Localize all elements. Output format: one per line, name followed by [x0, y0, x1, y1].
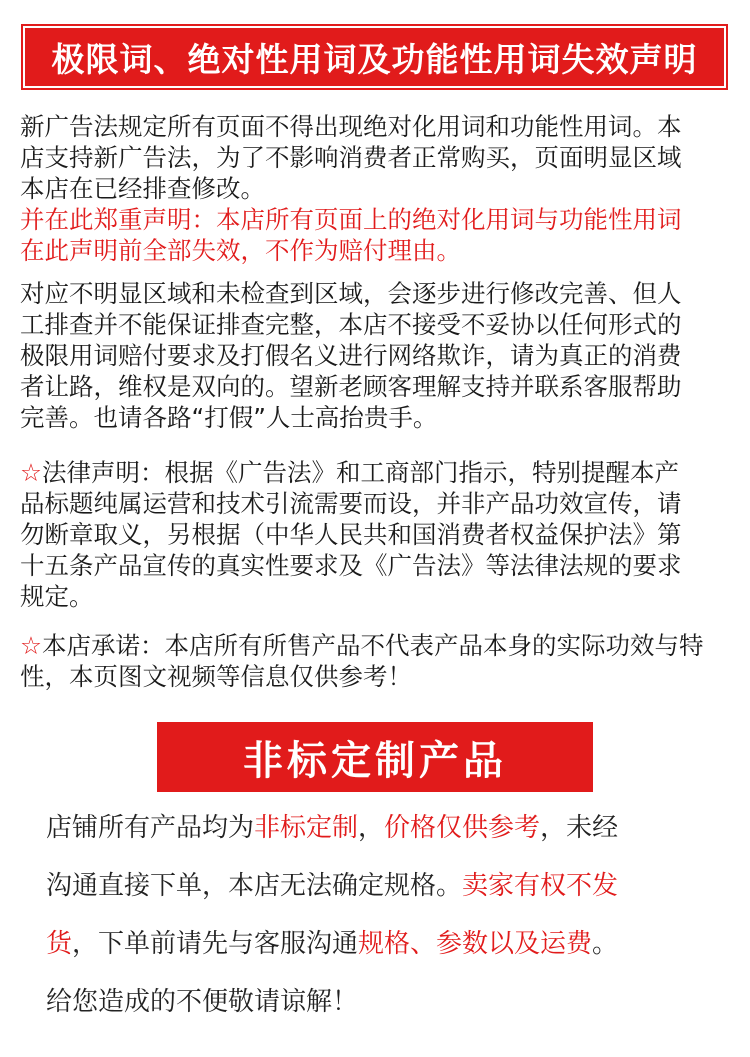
legal-line — [20, 457, 750, 488]
notice-highlight: 卖家有权不发 — [462, 871, 619, 901]
correction-line: 极限用词赔付要求及打假名义进行网络欺诈，请为真正的消费 — [20, 341, 682, 370]
notice-highlight: 非标定制 — [254, 813, 359, 843]
promise-line: 性，本页图文视频等信息仅供参考！ — [20, 662, 412, 691]
notice-text: ， — [358, 813, 385, 843]
correction-line: 工排查并不能保证排查完整，本店不接受不妥协以任何形式的 — [20, 310, 682, 339]
notice-line — [46, 915, 736, 973]
notice-text: 。 — [592, 929, 619, 959]
notice-text: ，下单前请先与客服沟通 — [72, 929, 359, 959]
correction-line: 完善。也请各路“打假”人士高抬贵手。 — [20, 403, 438, 432]
declaration-line: 在此声明前全部失效，不作为赔付理由。 — [20, 236, 461, 265]
notice-text: 店铺所有产品均为 — [46, 813, 255, 843]
legal-line: 十五条产品宣传的真实性要求及《广告法》等法律法规的要求 — [20, 551, 682, 580]
notice-line — [46, 857, 736, 915]
notice-text: 沟通直接下单，本店无法确定规格。 — [46, 871, 463, 901]
page-title: 极限词、绝对性用词及功能性用词失效声明 — [23, 26, 726, 88]
promise-line — [20, 630, 750, 661]
notice-highlight: 规格、参数以及运费 — [358, 929, 593, 959]
legal-statement — [20, 457, 750, 612]
star-icon: ☆ — [20, 631, 42, 660]
promise-line-text: 本店承诺：本店所有所售产品不代表产品本身的实际功效与特 — [41, 631, 704, 660]
intro-line: 本店在已经排查修改。 — [20, 174, 265, 203]
section-title: 非标定制产品 — [157, 722, 593, 792]
notice-text: ，未经 — [540, 813, 619, 843]
star-icon: ☆ — [20, 458, 42, 487]
notice-line — [46, 799, 736, 857]
legal-line-text: 法律声明：根据《广告法》和工商部门指示，特别提醒本产 — [41, 458, 679, 487]
intro-paragraph — [20, 111, 750, 266]
notice-line: 给您造成的不便敬请谅解！ — [46, 987, 359, 1017]
legal-line: 勿断章取义，另根据（中华人民共和国消费者权益保护法》第 — [20, 520, 682, 549]
declaration-line: 并在此郑重声明：本店所有页面上的绝对化用词与功能性用词 — [20, 205, 682, 234]
custom-product-notice — [46, 799, 736, 1031]
correction-paragraph — [20, 278, 750, 433]
legal-line: 品标题纯属运营和技术引流需要而设，并非产品功效宣传，请 — [20, 489, 682, 518]
store-promise — [20, 630, 750, 692]
correction-line: 者让路，维权是双向的。望新老顾客理解支持并联系客服帮助 — [20, 372, 682, 401]
intro-line: 店支持新广告法，为了不影响消费者正常购买，页面明显区域 — [20, 143, 682, 172]
legal-line: 规定。 — [20, 582, 94, 611]
intro-line: 新广告法规定所有页面不得出现绝对化用词和功能性用词。本 — [20, 112, 682, 141]
notice-highlight: 价格仅供参考 — [384, 813, 541, 843]
correction-line: 对应不明显区域和未检查到区域，会逐步进行修改完善、但人 — [20, 279, 682, 308]
notice-highlight: 货 — [46, 929, 73, 959]
